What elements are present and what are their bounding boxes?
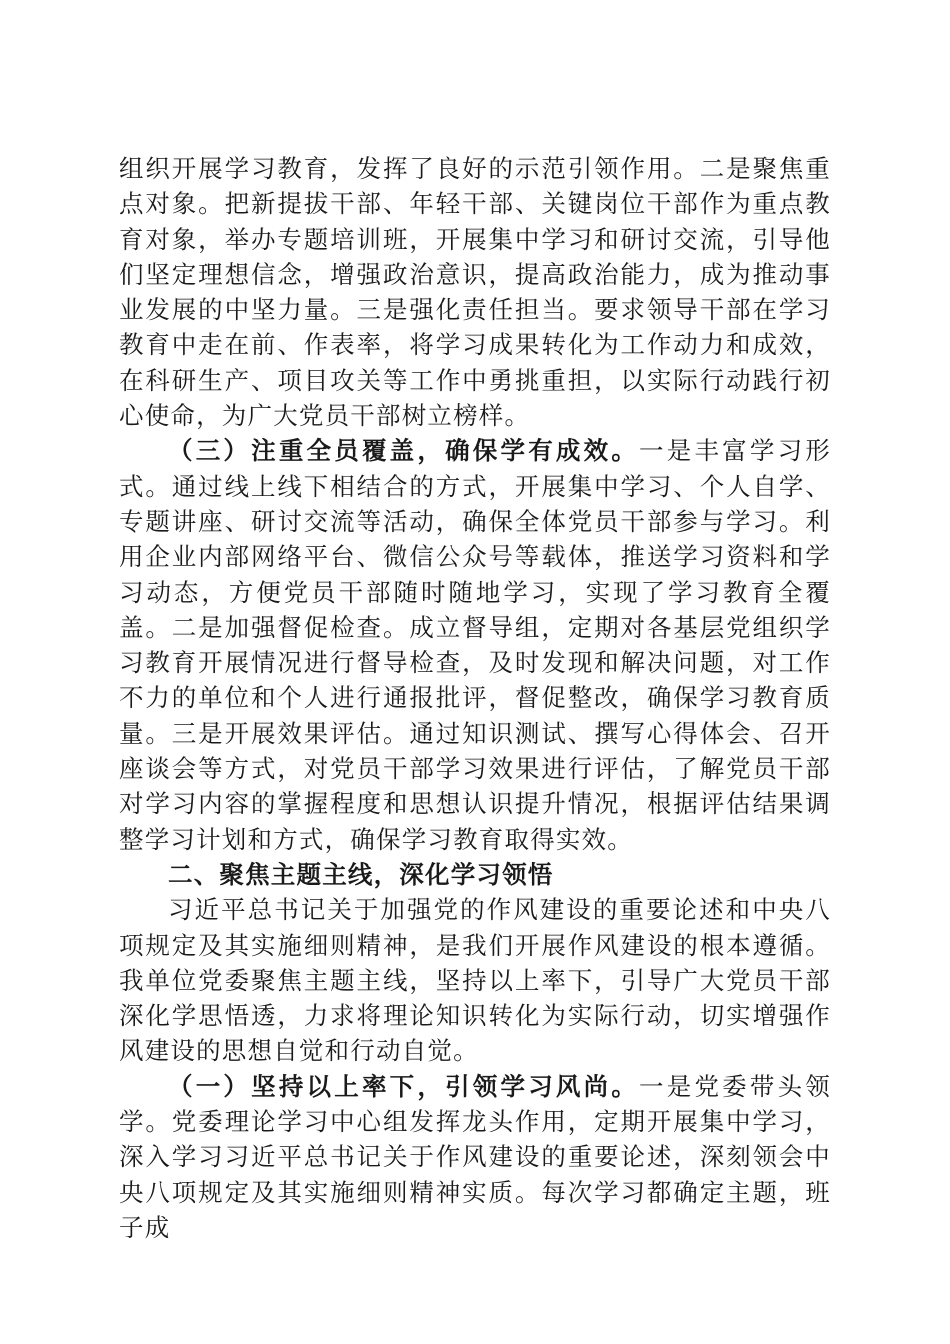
paragraph-text: 习近平总书记关于加强党的作风建设的重要论述和中央八项规定及其实施细则精神，是我们开展作风建设的根本遵循。我单位党委聚焦主题主线，坚持以上率下，引导广大党员干部深化学思悟透，力求将理论知识转化为实际行动，切实增强作风建设的思想自觉和行动自觉。 (119, 895, 831, 1066)
document-body (119, 151, 831, 1245)
subsection-heading: （三）注重全员覆盖，确保学有成效。 (168, 436, 640, 466)
paragraph-continuation (119, 151, 831, 433)
paragraph-text: 一是党委带头领学。党委理论学习中心组发挥龙头作用，定期开展集中学习，深入学习习近平总书记关于作风建设的重要论述，深刻领会中央八项规定及其实施细则精神实质。每次学习都确定主题，班子成 (119, 1071, 831, 1242)
section-heading: 二、聚焦主题主线，深化学习领悟 (168, 859, 554, 889)
paragraph-text: 一是丰富学习形式。通过线上线下相结合的方式，开展集中学习、个人自学、专题讲座、研讨交流等活动，确保全体党员干部参与学习。利用企业内部网络平台、微信公众号等载体，推送学习资料和学习动态，方便党员干部随时随地学习，实现了学习教育全覆盖。二是加强督促检查。成立督导组，定期对各基层党组织学习教育开展情况进行督导检查，及时发现和解决问题，对工作不力的单位和个人进行通报批评，督促整改，确保学习教育质量。三是开展效果评估。通过知识测试、撰写心得体会、召开座谈会等方式，对党员干部学习效果进行评估，了解党员干部对学习内容的掌握程度和思想认识提升情况，根据评估结果调整学习计划和方式，确保学习教育取得实效。 (119, 436, 831, 854)
paragraph-text: 组织开展学习教育，发挥了良好的示范引领作用。二是聚焦重点对象。把新提拔干部、年轻干部、关键岗位干部作为重点教育对象，举办专题培训班，开展集中学习和研讨交流，引导他们坚定理想信念，增强政治意识，提高政治能力，成为推动事业发展的中坚力量。三是强化责任担当。要求领导干部在学习教育中走在前、作表率，将学习成果转化为工作动力和成效，在科研生产、项目攻关等工作中勇挑重担，以实际行动践行初心使命，为广大党员干部树立榜样。 (119, 154, 831, 431)
paragraph-subsection-three (119, 433, 831, 857)
paragraph-section-intro (119, 892, 831, 1068)
subsection-heading: （一）坚持以上率下，引领学习风尚。 (168, 1071, 640, 1101)
paragraph-subsection-one (119, 1069, 831, 1245)
